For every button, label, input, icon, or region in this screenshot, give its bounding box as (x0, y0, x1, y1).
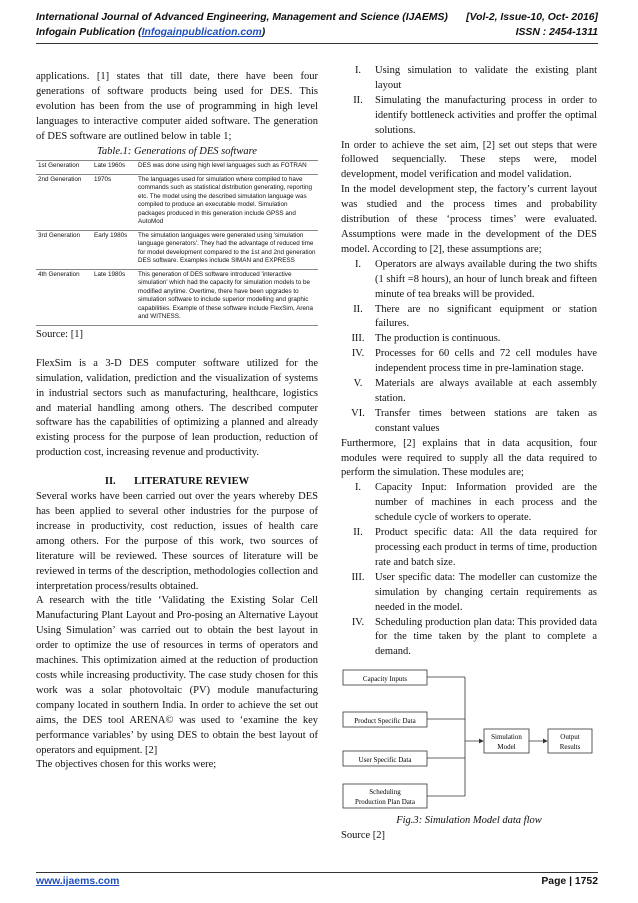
publisher-line: Infogain Publication (Infogainpublication.com) (36, 27, 266, 38)
list-item (341, 377, 597, 407)
section-heading: II. LITERATURE REVIEW (104, 476, 250, 488)
svg-text:User Specific Data: User Specific Data (358, 756, 412, 765)
svg-text:Capacity Inputs: Capacity Inputs (362, 675, 408, 684)
list-text: Materials are always available at each assembly station. (375, 378, 597, 404)
table-row (36, 174, 318, 230)
objectives-list (341, 64, 597, 139)
figure-source: Source [2] (341, 830, 386, 842)
modules-list (341, 481, 597, 660)
intro-paragraph: applications. [1] states that till date, there have been four generations of software products being used for DES. This evolution has been from the use of programming in high level languages to interactive computer aided software. The generation of DES software are outlined below in table 1; (36, 71, 318, 142)
user-data-box (343, 751, 427, 766)
generation-cell: 2nd Generation (36, 174, 92, 230)
research-paragraph: A research with the title ‘Validating the Existing Solar Cell Manufacturing Plant Layout and Pro-posing an Alternative Layout Using Simulation’ was carried out to obtain the best layout in order to optimize the use of resources in terms of operators and machines. This optimization aimed at the reduction of production costs while increasing productivity. The case study chosen for this work was a solar photovoltaic (PV) module manufacturing company located in southern India. In order to achieve the set out aims, the DES tool ARENA© was used to ‘examine the key performance variables’ by using DES to obtain the best layout of operators and equipment. [2] (36, 595, 318, 756)
list-text: The production is continuous. (375, 333, 501, 345)
modules-paragraph: Furthermore, [2] explains that in data acqusition, four modules were required to supply all the data required to perform the simulation. These modules are; (341, 437, 597, 479)
list-text: User specific data: The modeller can customize the simulation by changing certain requirements as needed in the model. (375, 571, 597, 613)
model-dev-paragraph: In the model development step, the factory’s current layout was studied and the process times and probability distribution of these ‘process times’ were evaluated. Assumptions were made in the development of the DES model. According to [2], these assumptions are; (341, 184, 597, 255)
list-number: V. (353, 378, 363, 390)
list-text: Product specific data: All the data required for processing each product in terms of time, production rate and batch size. (375, 527, 597, 568)
list-text: Processes for 60 cells and 72 cell modules have independent process time in pre-lamination stage. (375, 348, 597, 375)
table-caption: Table.1: Generations of DES software (97, 145, 257, 157)
description-cell: The simulation languages were generated using 'simulation language generators'. They had the advantage of reduced time for model development compared to the 1st and 2nd generation DES software. Examples include SIMAN and EXPRESS (136, 230, 318, 269)
date-cell: Late 1960s (92, 161, 136, 175)
website-link[interactable]: www.ijaems.com (36, 876, 120, 887)
list-number: I. (354, 65, 362, 76)
page-number: Page | 1752 (541, 876, 598, 887)
generation-cell: 3rd Generation (36, 230, 92, 269)
scheduling-data-box (343, 784, 427, 808)
list-number: IV. (351, 616, 365, 628)
svg-text:Scheduling: Scheduling (369, 788, 401, 797)
table-row (36, 269, 318, 325)
list-item (341, 616, 597, 661)
generations-table (36, 160, 318, 326)
description-cell: The languages used for simulation where compiled to have commands such as statistical distribution generating, reporting etc. The model using the described simulation language was compiled to produce an executable model. Simulation packages produced in this generation include GPSS and AutoMod (136, 174, 318, 230)
list-item (341, 481, 597, 526)
list-text: Simulating the manufacturing process in order to identify bottleneck activities and proffer the optimal solutions. (375, 94, 597, 136)
simulation-model-box (484, 729, 529, 753)
page-footer (36, 876, 598, 887)
description-cell: This generation of DES software introduced 'interactive simulation' which had the capacity for simulation models to be modified anytime. Overtime, there have been upgrades to simulation software to include superior modelling and graphic capabilities. Example of these software include FlexSim, Arena and WITNESS. (136, 269, 318, 325)
table-row (36, 230, 318, 269)
simulation-flow-diagram (341, 666, 597, 814)
list-item (341, 303, 597, 333)
list-number: III. (351, 571, 365, 583)
list-number: II. (353, 94, 363, 106)
footer-rule (36, 872, 598, 873)
output-results-box (548, 729, 592, 753)
list-number: I. (354, 482, 362, 494)
list-text: Scheduling production plan data: This provided data for the time taken by the plant to complete a demand. (375, 616, 597, 658)
date-cell: Early 1980s (92, 230, 136, 269)
list-item (341, 258, 597, 303)
date-cell: Late 1980s (92, 269, 136, 325)
flexsim-paragraph: FlexSim is a 3-D DES computer software utilized for the simulation, validation, prediction and the visualization of systems in industrial sectors such as manufacturing, healthcare, logistics and material handling among others. The described computer software has the capabilities of optimizing a planned and already existing process for the purpose of lean production, reduction of production cost, increasing revenue and productivity. (36, 357, 318, 459)
svg-text:Output: Output (560, 733, 580, 742)
list-number: VI. (351, 407, 365, 419)
svg-text:Results: Results (559, 743, 581, 752)
list-text: Capacity Input: Information provided are the number of machines in each process and the schedule cycle of workers to operate. (375, 482, 597, 524)
list-text: Using simulation to validate the existing plant layout (375, 65, 597, 91)
list-number: II. (353, 527, 363, 539)
svg-text:Model: Model (497, 743, 516, 752)
table-row (36, 161, 318, 175)
journal-title: International Journal of Advanced Engineering, Management and Science (IJAEMS) (36, 12, 448, 23)
list-number: II. (353, 303, 363, 315)
right-column (341, 64, 597, 844)
list-text: There are no significant equipment or station failures. (375, 303, 597, 330)
review-paragraph: Several works have been carried out over the years whereby DES has been applied to several other industries for the purpose of increase in productivity, cost reduction, issues of health care among others. For the purpose of this work, two sources of literature will be reviewed. These sources of literature will be reviewed in terms of the description, methodologies collection and interpretation process/results obtained. (36, 491, 318, 592)
publisher-link[interactable]: Infogainpublication.com (141, 27, 262, 38)
list-text: Operators are always available during the two shifts (1 shift =8 hours), an hour of lunch break and fifteen minute of tea breaks will be provided. (375, 258, 597, 300)
header-rule (36, 43, 598, 44)
steps-paragraph: In order to achieve the set aim, [2] set out steps that were followed sequencially. These steps were, model development, model verification and model validation. (341, 139, 597, 181)
list-number: IV. (351, 348, 365, 360)
volume-info: [Vol-2, Issue-10, Oct- 2016] (466, 12, 598, 23)
assumptions-list (341, 258, 597, 437)
svg-text:Product Specific Data: Product Specific Data (354, 717, 416, 726)
figure-caption: Fig.3: Simulation Model data flow (396, 815, 542, 827)
capacity-inputs-box (343, 670, 427, 685)
list-item (341, 526, 597, 571)
table-source: Source: [1] (36, 328, 83, 340)
list-item (341, 332, 597, 347)
svg-text:Simulation: Simulation (491, 733, 522, 742)
list-item (341, 94, 597, 139)
date-cell: 1970s (92, 174, 136, 230)
list-item (341, 347, 597, 377)
product-data-box (343, 712, 427, 727)
issn: ISSN : 2454-1311 (515, 27, 598, 38)
list-number: I. (354, 258, 362, 270)
description-cell: DES was done using high level languages such as FOTRAN (136, 161, 318, 175)
left-column (36, 70, 318, 773)
svg-text:Production Plan Data: Production Plan Data (355, 798, 415, 807)
list-item (341, 407, 597, 437)
list-text: Transfer times between stations are taken as constant values (375, 407, 597, 434)
list-number: III. (351, 333, 365, 345)
list-item (341, 571, 597, 616)
generation-cell: 4th Generation (36, 269, 92, 325)
list-item (341, 64, 597, 94)
objectives-intro: The objectives chosen for this works were; (36, 759, 217, 771)
generation-cell: 1st Generation (36, 161, 92, 175)
